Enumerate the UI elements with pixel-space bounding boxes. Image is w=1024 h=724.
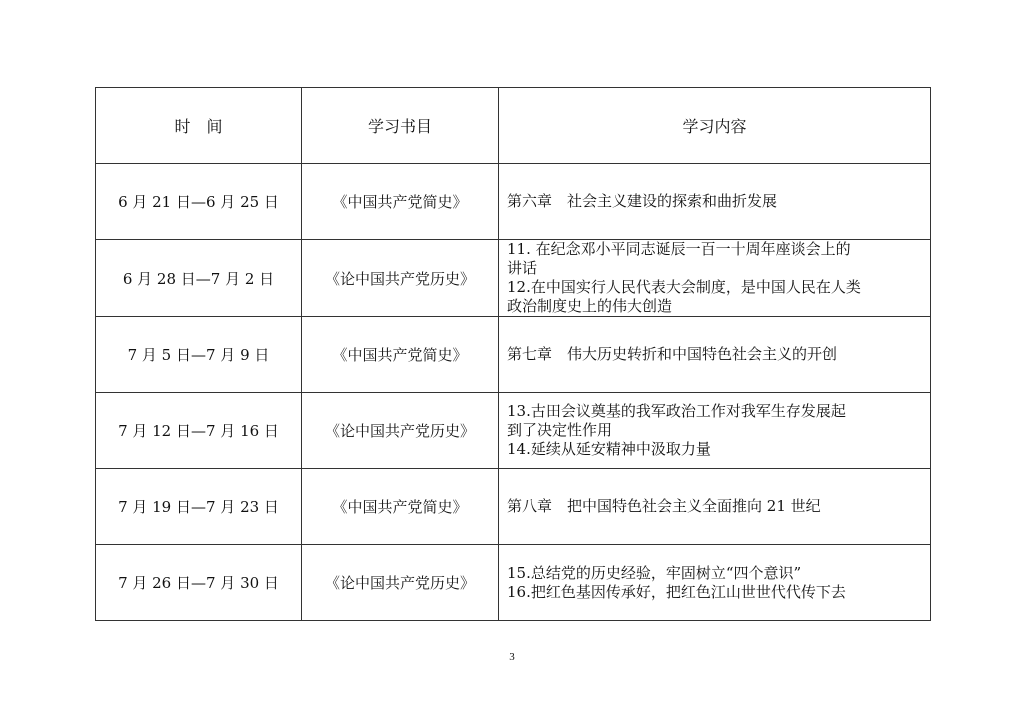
content-line: 讲话 [507,259,538,277]
row-book: 《中国共产党简史》 [302,164,499,240]
page-number: 3 [509,651,515,663]
row-date: 6 月 28 日—7 月 2 日 [96,240,302,317]
table-row [96,240,931,317]
row-date: 6 月 21 日—6 月 25 日 [96,164,302,240]
header-book: 学习书目 [302,88,499,164]
table-row [96,393,931,469]
content-line: 第七章 伟大历史转折和中国特色社会主义的开创 [507,345,838,363]
row-book: 《论中国共产党历史》 [302,393,499,469]
row-content [499,164,931,240]
row-content [499,317,931,393]
row-date: 7 月 26 日—7 月 30 日 [96,545,302,621]
header-content: 学习内容 [499,88,931,164]
content-line: 政治制度史上的伟大创造 [507,297,673,315]
row-book: 《论中国共产党历史》 [302,240,499,317]
row-date: 7 月 5 日—7 月 9 日 [96,317,302,393]
table-row [96,317,931,393]
study-schedule-table [95,87,931,621]
content-line: 第八章 把中国特色社会主义全面推向 21 世纪 [507,497,821,515]
content-line: 15.总结党的历史经验，牢固树立“四个意识” [507,563,802,582]
row-book: 《中国共产党简史》 [302,469,499,545]
table-row [96,164,931,240]
table-row [96,545,931,621]
content-line: 12.在中国实行人民代表大会制度，是中国人民在人类 [507,278,861,296]
row-content [499,545,931,621]
row-book: 《中国共产党简史》 [302,317,499,393]
header-time: 时 间 [96,88,302,164]
row-book: 《论中国共产党历史》 [302,545,499,621]
row-content [499,240,931,317]
table-row [96,469,931,545]
content-line: 11. 在纪念邓小平同志诞辰一百一十周年座谈会上的 [507,240,851,258]
row-content [499,393,931,469]
content-line: 13.古田会议奠基的我军政治工作对我军生存发展起 [507,402,846,420]
row-date: 7 月 19 日—7 月 23 日 [96,469,302,545]
table-header-row [96,88,931,164]
content-line: 14.延续从延安精神中汲取力量 [507,440,711,458]
content-line: 16.把红色基因传承好，把红色江山世世代代传下去 [507,582,846,601]
content-line: 到了决定性作用 [507,421,613,439]
row-content [499,469,931,545]
row-date: 7 月 12 日—7 月 16 日 [96,393,302,469]
content-line: 第六章 社会主义建设的探索和曲折发展 [507,192,778,210]
